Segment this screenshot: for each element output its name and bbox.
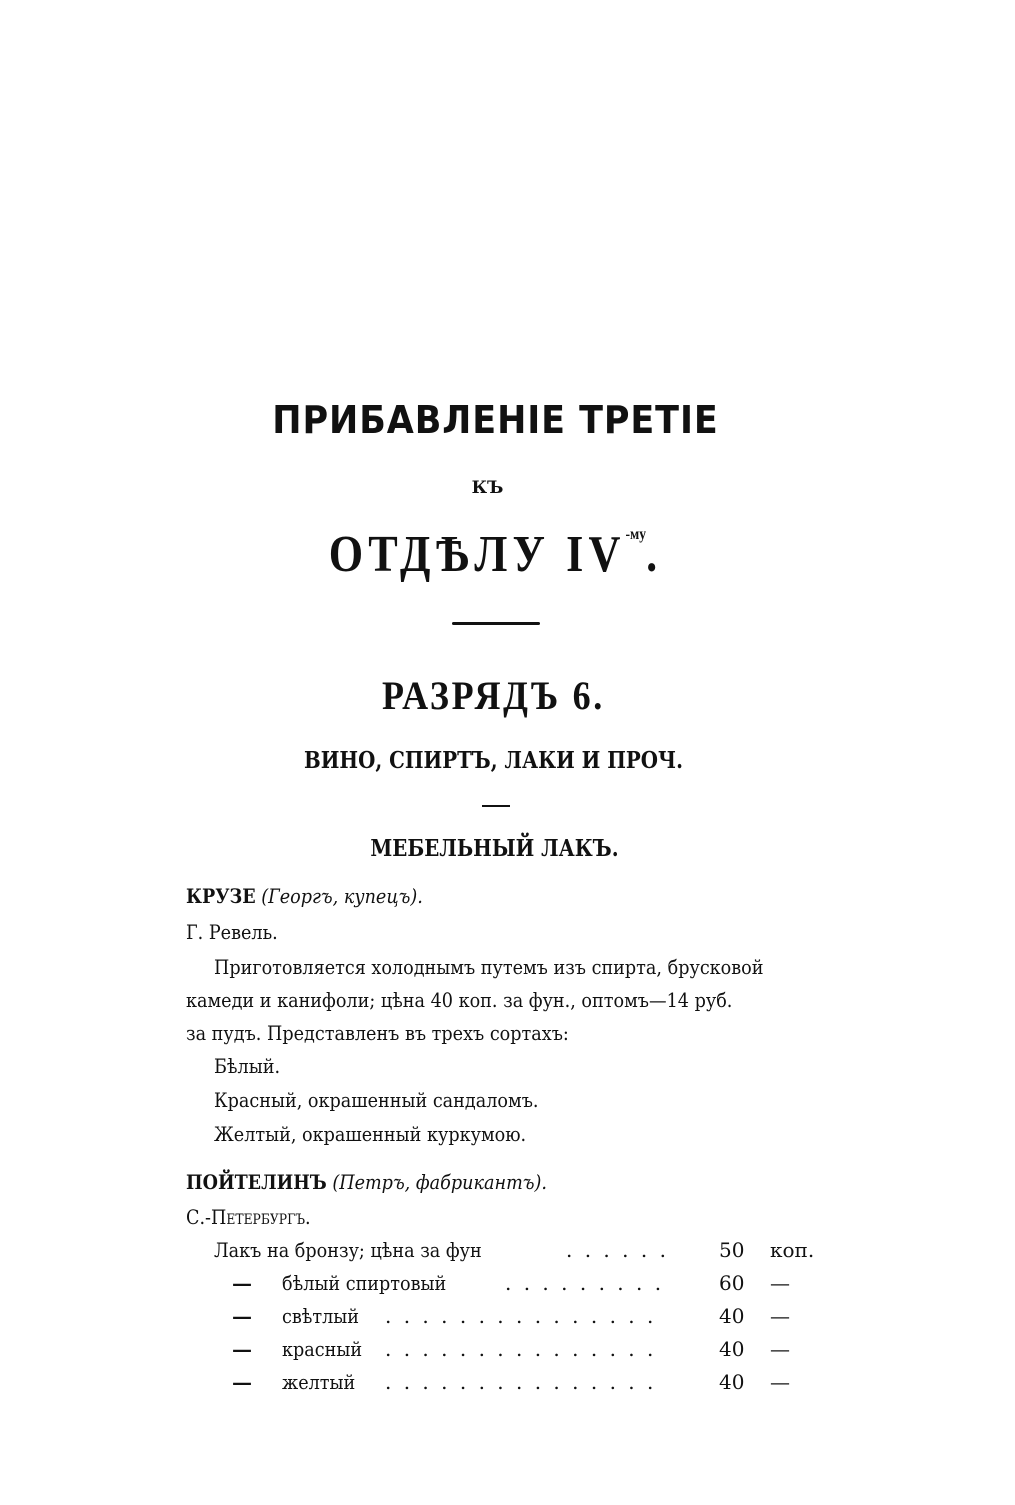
- exhibitor-city: С.-Петербургъ.: [186, 1205, 311, 1229]
- price-row: [0, 1370, 1015, 1400]
- price-row: [0, 1271, 1015, 1301]
- sort-item: Желтый, окрашенный куркумою.: [214, 1122, 527, 1146]
- description-line: за пудъ. Представленъ въ трехъ сортахъ:: [186, 1021, 569, 1045]
- price-item-label: красный: [282, 1337, 363, 1361]
- price-item-label: Лакъ на бронзу; цѣна за фун: [214, 1238, 482, 1262]
- price-value: 40: [719, 1370, 745, 1394]
- price-unit: —: [770, 1337, 790, 1361]
- category-number-heading: РАЗРЯДЪ 6.: [381, 673, 606, 718]
- exhibitor-name: КРУЗЕ: [186, 884, 256, 908]
- connector-word: КЪ: [471, 478, 504, 498]
- entry-heading: [186, 1170, 547, 1194]
- price-item-label: бѣлый спиртовый: [282, 1271, 447, 1295]
- price-unit: —: [770, 1271, 790, 1295]
- description-line: Приготовляется холоднымъ путемъ изъ спирта, брусковой: [214, 955, 764, 979]
- ditto-dash: —: [232, 1337, 252, 1361]
- price-value: 40: [719, 1337, 745, 1361]
- price-item-label: свѣтлый: [282, 1304, 360, 1328]
- dot-leader: . . . . . . . . . . . . . . .: [385, 1370, 657, 1394]
- short-divider: [482, 805, 510, 807]
- dot-leader: . . . . . . . . .: [505, 1271, 665, 1295]
- price-unit: —: [770, 1304, 790, 1328]
- price-row: [0, 1238, 1015, 1268]
- price-unit: —: [770, 1370, 790, 1394]
- section-heading: [64, 525, 927, 584]
- section-end: .: [646, 526, 663, 583]
- price-value: 60: [719, 1271, 745, 1295]
- divider-rule: [452, 622, 540, 625]
- page-title: ПРИБАВЛЕНІЕ ТРЕТІЕ: [272, 398, 719, 442]
- ditto-dash: —: [232, 1370, 252, 1394]
- exhibitor-name: ПОЙТЕЛИНЪ: [186, 1170, 327, 1194]
- entry-heading: [186, 884, 423, 908]
- price-value: 40: [719, 1304, 745, 1328]
- price-row: [0, 1304, 1015, 1334]
- price-row: [0, 1337, 1015, 1367]
- dot-leader: . . . . . .: [566, 1238, 669, 1262]
- exhibitor-details: (Георгъ, купецъ).: [261, 884, 423, 908]
- price-unit: коп.: [770, 1238, 815, 1262]
- price-item-label: желтый: [282, 1370, 356, 1394]
- ditto-dash: —: [232, 1271, 252, 1295]
- category-title: ВИНО, СПИРТЪ, ЛАКИ И ПРОЧ.: [304, 747, 683, 774]
- subheading: МЕБЕЛЬНЫЙ ЛАКЪ.: [370, 835, 619, 862]
- dot-leader: . . . . . . . . . . . . . . .: [385, 1337, 657, 1361]
- section-suffix: -му: [625, 526, 647, 543]
- price-value: 50: [719, 1238, 745, 1262]
- sort-item: Красный, окрашенный сандаломъ.: [214, 1088, 539, 1112]
- dot-leader: . . . . . . . . . . . . . . .: [385, 1304, 657, 1328]
- exhibitor-details: (Петръ, фабрикантъ).: [332, 1170, 547, 1194]
- sort-item: Бѣлый.: [214, 1054, 281, 1078]
- description-line: камеди и канифоли; цѣна 40 коп. за фун., оптомъ—14 руб.: [186, 988, 733, 1012]
- ditto-dash: —: [232, 1304, 252, 1328]
- section-label: ОТДѢЛУ IV: [328, 526, 626, 583]
- exhibitor-city: Г. Ревель.: [186, 920, 278, 944]
